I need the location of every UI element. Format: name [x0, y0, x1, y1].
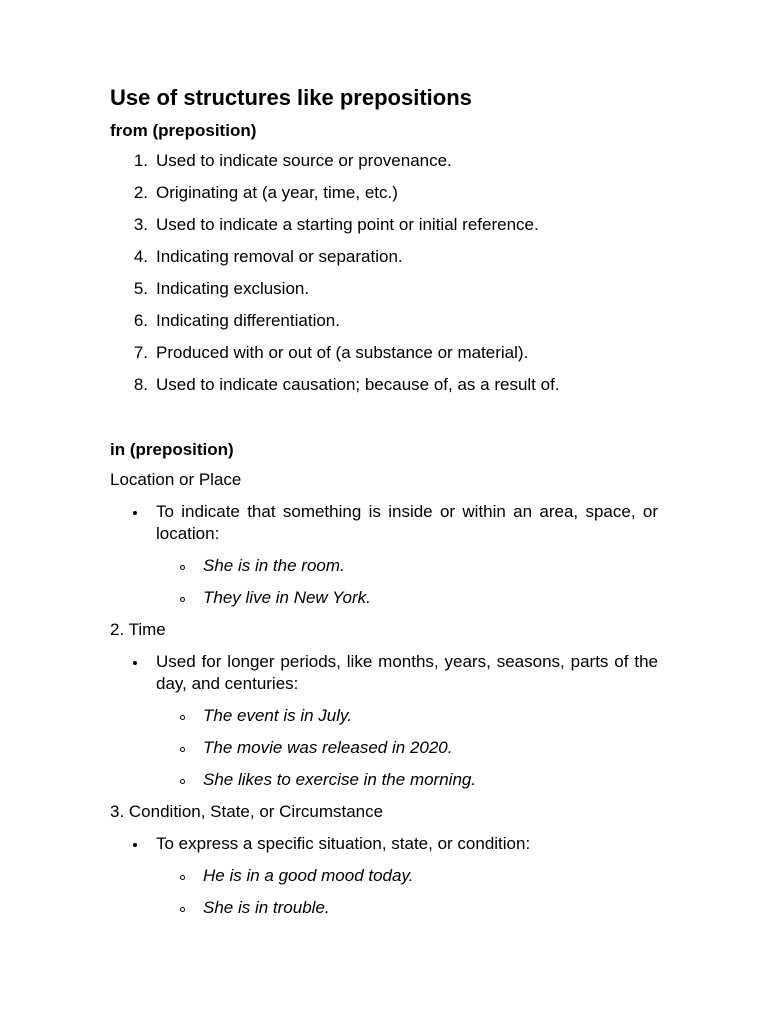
bullet-item — [110, 833, 658, 855]
list-text: Indicating removal or separation. — [156, 247, 403, 266]
list-item — [110, 246, 658, 268]
example-item — [110, 897, 658, 919]
list-text: Indicating exclusion. — [156, 279, 310, 298]
in-group-title-condition: 3. Condition, State, or Circumstance — [110, 802, 384, 821]
from-numbered-list — [110, 150, 658, 396]
from-section-heading: from (preposition) — [110, 121, 257, 140]
section-spacer — [110, 406, 658, 439]
list-number: 3. — [133, 215, 148, 234]
list-number: 2. — [133, 183, 148, 202]
example-item — [110, 555, 658, 577]
bullet-dot-icon — [110, 833, 156, 855]
circle-bullet-icon — [110, 897, 203, 919]
example-text: They live in New York. — [203, 588, 371, 607]
example-text: She is in the room. — [203, 556, 345, 575]
list-text: Indicating differentiation. — [156, 311, 340, 330]
list-item — [110, 182, 658, 204]
bullet-item — [110, 651, 658, 695]
in-section-heading: in (preposition) — [110, 440, 234, 459]
bullet-dot-icon — [110, 651, 156, 695]
circle-bullet-icon — [110, 705, 203, 727]
example-text: She likes to exercise in the morning. — [203, 770, 477, 789]
example-item — [110, 587, 658, 609]
circle-bullet-icon — [110, 737, 203, 759]
circle-bullet-icon — [110, 865, 203, 887]
list-text: Used to indicate a starting point or initial reference. — [156, 215, 539, 234]
in-group-title-time: 2. Time — [110, 620, 166, 639]
list-item — [110, 214, 658, 236]
example-item — [110, 769, 658, 791]
example-item — [110, 705, 658, 727]
example-text: The event is in July. — [203, 706, 352, 725]
circle-bullet-icon — [110, 587, 203, 609]
list-number: 5. — [133, 279, 148, 298]
list-item — [110, 310, 658, 332]
bullet-text: To express a specific situation, state, or condition: — [156, 834, 531, 853]
list-text: Used to indicate causation; because of, as a result of. — [156, 375, 560, 394]
bullet-text: To indicate that something is inside or within an area, space, or location: — [156, 502, 658, 543]
in-group-title-location: Location or Place — [110, 470, 242, 489]
bullet-item — [110, 501, 658, 545]
list-item — [110, 374, 658, 396]
list-number: 7. — [133, 343, 148, 362]
example-text: The movie was released in 2020. — [203, 738, 453, 757]
list-item — [110, 150, 658, 172]
circle-bullet-icon — [110, 769, 203, 791]
document-page — [110, 84, 658, 929]
example-text: She is in trouble. — [203, 898, 330, 917]
list-item — [110, 278, 658, 300]
list-text: Used to indicate source or provenance. — [156, 151, 452, 170]
document-title: Use of structures like prepositions — [110, 85, 472, 110]
list-number: 4. — [133, 247, 148, 266]
list-number: 6. — [133, 311, 148, 330]
example-text: He is in a good mood today. — [203, 866, 414, 885]
list-text: Originating at (a year, time, etc.) — [156, 183, 398, 202]
example-item — [110, 737, 658, 759]
list-item — [110, 342, 658, 364]
example-item — [110, 865, 658, 887]
list-number: 8. — [133, 375, 148, 394]
bullet-text: Used for longer periods, like months, years, seasons, parts of the day, and centuries: — [156, 652, 658, 693]
list-text: Produced with or out of (a substance or material). — [156, 343, 529, 362]
bullet-dot-icon — [110, 501, 156, 545]
list-number: 1. — [133, 151, 148, 170]
circle-bullet-icon — [110, 555, 203, 577]
